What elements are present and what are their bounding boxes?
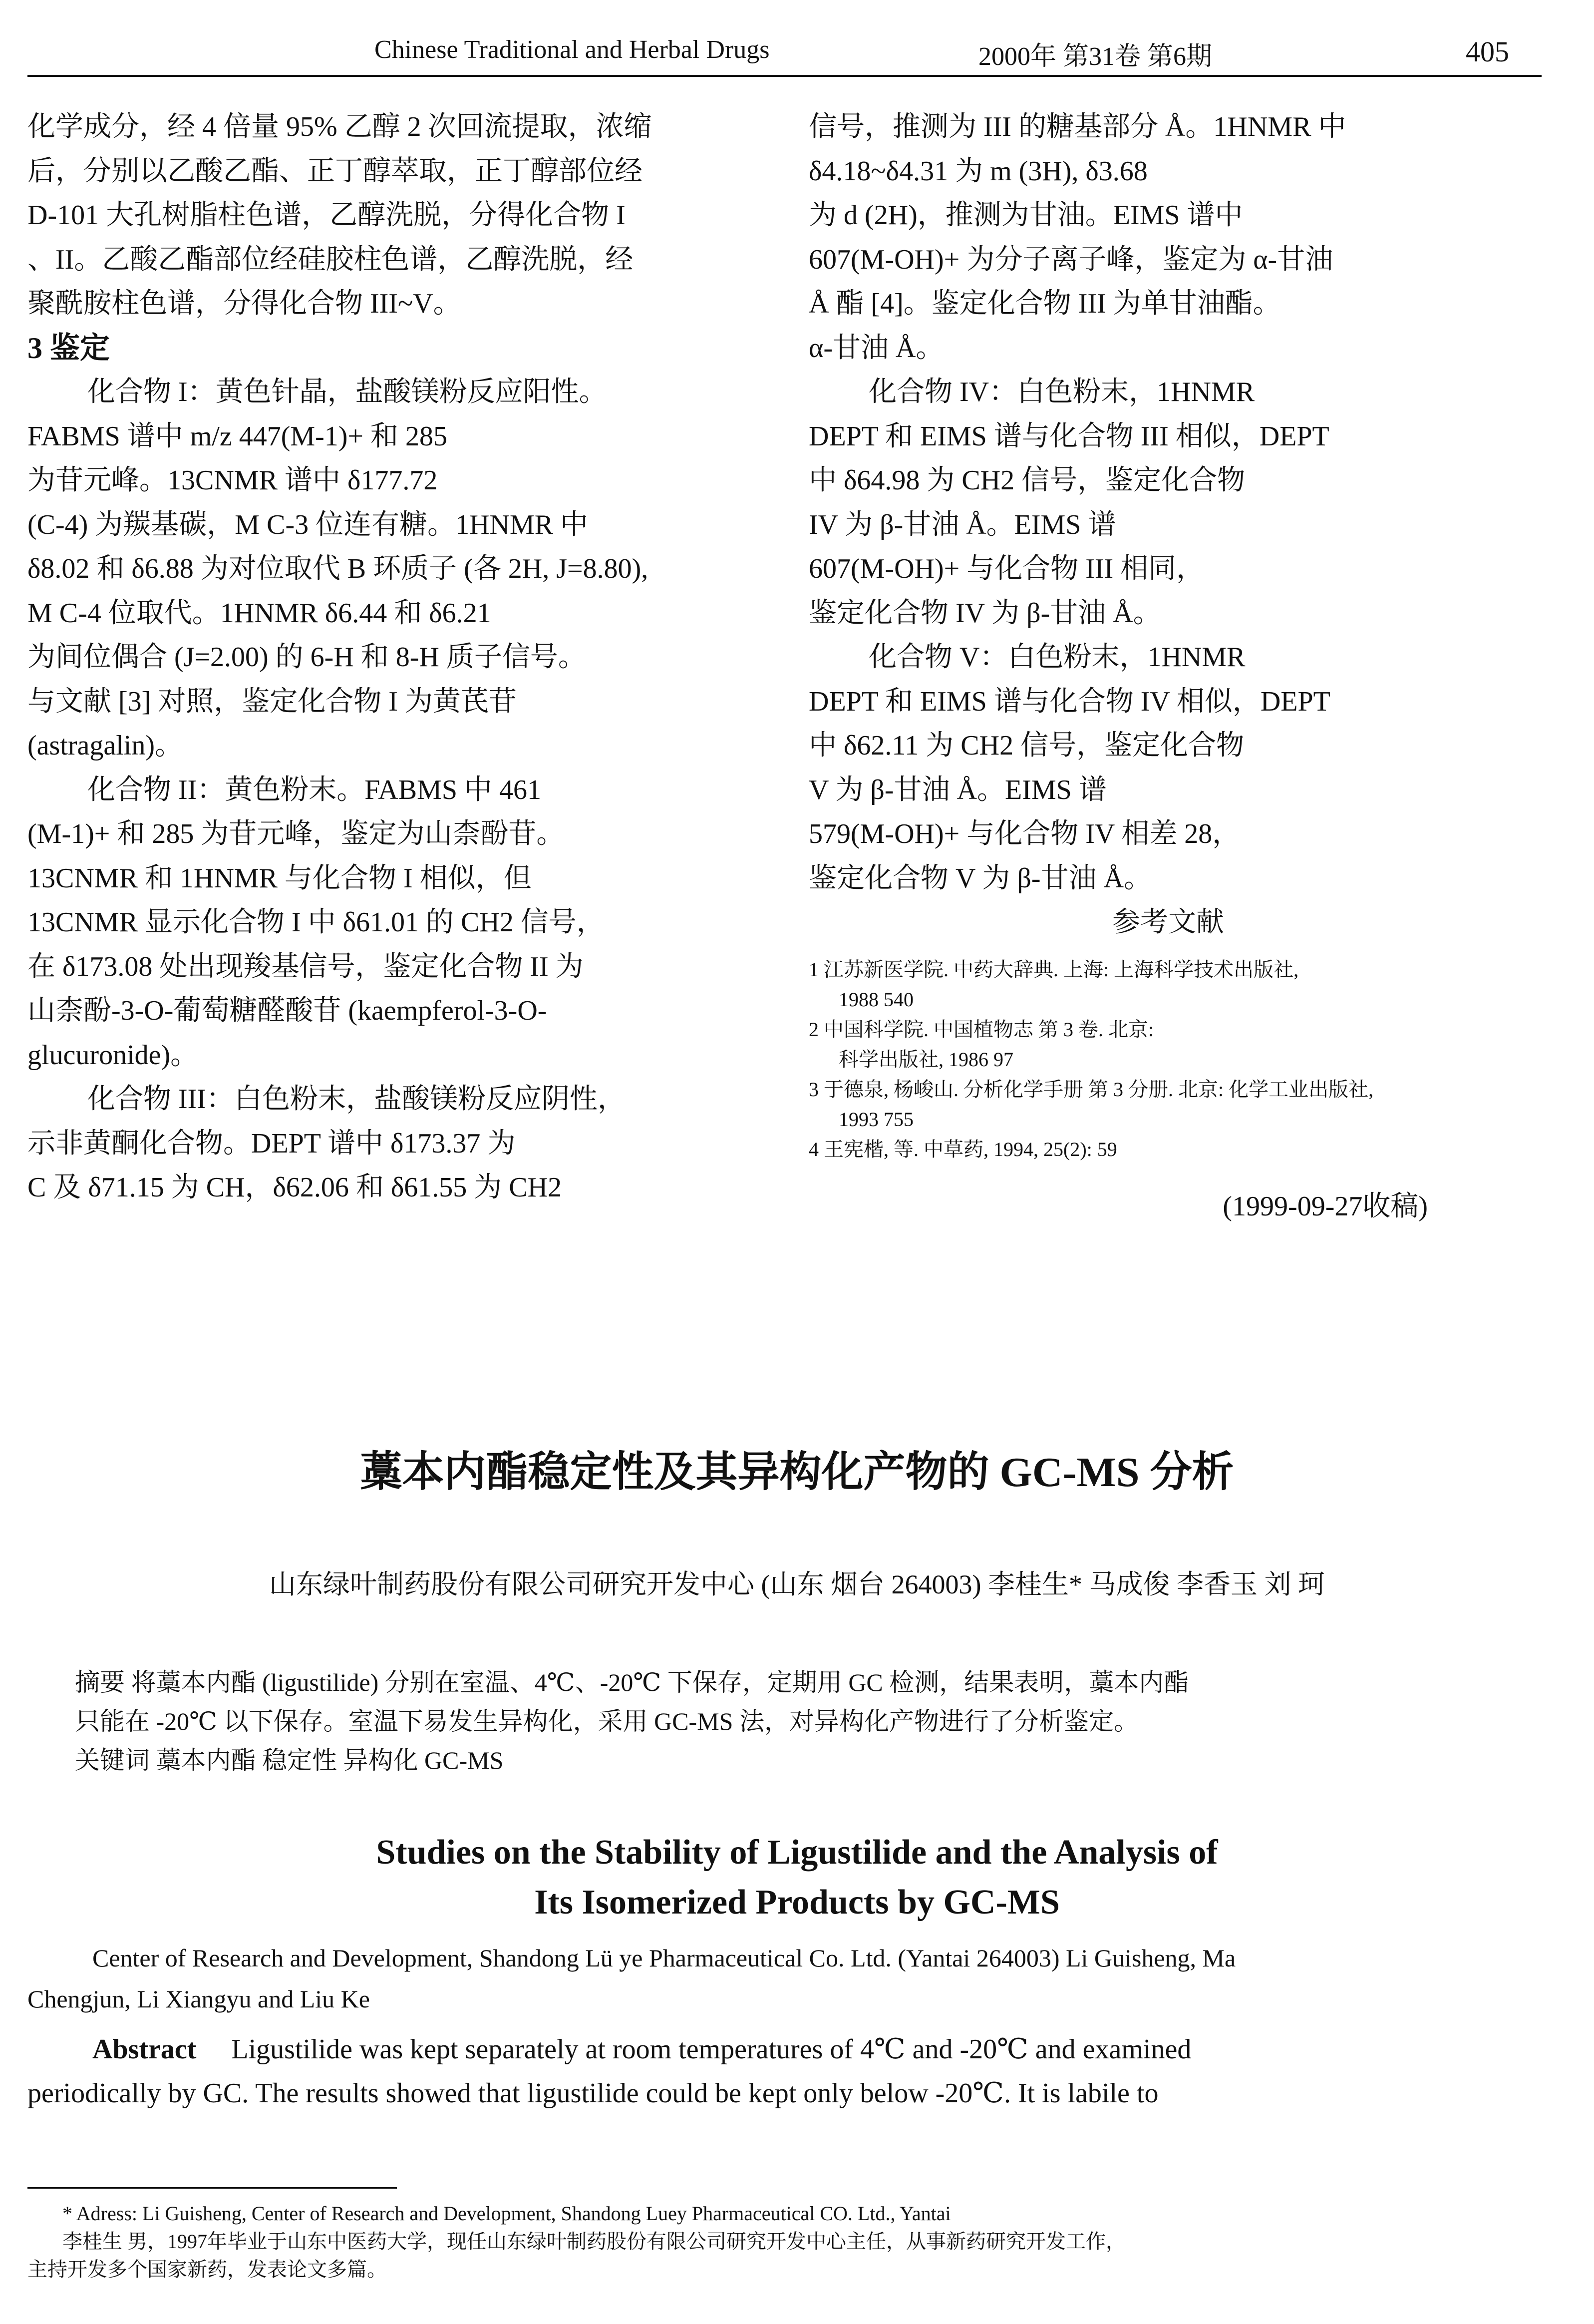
article-title-en bbox=[0, 1828, 1594, 1928]
journal-name: Chinese Traditional and Herbal Drugs bbox=[374, 35, 770, 64]
body-line: 中 δ64.98 为 CH2 信号，鉴定化合物 bbox=[809, 465, 1246, 496]
body-line: 聚酰胺柱色谱，分得化合物 III~V。 bbox=[27, 288, 461, 319]
body-line: V 为 β-甘油 Å。EIMS 谱 bbox=[809, 774, 1107, 805]
abstract-text: Ligustilide was kept separately at room temperatures of 4℃ and -20℃ and examined bbox=[231, 2034, 1192, 2065]
body-line: 鉴定化合物 IV 为 β-甘油 Å。 bbox=[809, 597, 1161, 629]
abstract-en bbox=[27, 2027, 1539, 2115]
footnote-line: 主持开发多个国家新药，发表论文多篇。 bbox=[27, 2258, 387, 2281]
issue-info: 2000年 第31卷 第6期 bbox=[978, 42, 1213, 71]
header-rule bbox=[27, 75, 1542, 77]
reference-item: 科学出版社, 1986 97 bbox=[839, 1048, 1013, 1071]
body-line: 山柰酚-3-O-葡萄糖醛酸苷 (kaempferol-3-O- bbox=[27, 995, 547, 1026]
body-line: D-101 大孔树脂柱色谱，乙醇洗脱，分得化合物 I bbox=[27, 200, 626, 231]
body-line: 579(M-OH)+ 与化合物 IV 相差 28， bbox=[809, 818, 1241, 849]
body-line: 为 d (2H)，推测为甘油。EIMS 谱中 bbox=[809, 200, 1243, 231]
reference-item: 1993 755 bbox=[839, 1108, 914, 1131]
page-number: 405 bbox=[1466, 35, 1509, 68]
right-column bbox=[809, 105, 1528, 1228]
running-header bbox=[30, 20, 1539, 75]
body-line: 为苷元峰。13CNMR 谱中 δ177.72 bbox=[27, 465, 438, 496]
body-line: 鉴定化合物 V 为 β-甘油 Å。 bbox=[809, 862, 1152, 894]
body-line: 与文献 [3] 对照，鉴定化合物 I 为黄芪苷 bbox=[27, 686, 517, 717]
body-line: DEPT 和 EIMS 谱与化合物 III 相似，DEPT bbox=[809, 420, 1329, 452]
body-line: δ8.02 和 δ6.88 为对位取代 B 环质子 (各 2H, J=8.80), bbox=[27, 553, 648, 584]
abstract-line bbox=[27, 2027, 1539, 2071]
body-line: α-甘油 Å。 bbox=[809, 332, 944, 364]
body-line: (C-4) 为羰基碳，M C-3 位连有糖。1HNMR 中 bbox=[27, 509, 589, 540]
footnote bbox=[27, 2200, 1539, 2284]
body-line: DEPT 和 EIMS 谱与化合物 IV 相似，DEPT bbox=[809, 686, 1330, 717]
body-line: (astragalin)。 bbox=[27, 730, 183, 761]
body-line: 中 δ62.11 为 CH2 信号，鉴定化合物 bbox=[809, 730, 1245, 761]
left-column bbox=[27, 105, 746, 1210]
title-line: Studies on the Stability of Ligustilide and the Analysis of bbox=[376, 1833, 1218, 1872]
body-line: 化合物 III：白色粉末，盐酸镁粉反应阴性， bbox=[87, 1084, 626, 1115]
affiliation-line: Center of Research and Development, Shandong Lü ye Pharmaceutical Co. Ltd. (Yantai 264003) Li Guisheng, Ma bbox=[92, 1944, 1236, 1972]
section-heading: 3 鉴定 bbox=[27, 331, 110, 365]
footnote-line: * Adress: Li Guisheng, Center of Research and Development, Shandong Luey Pharmaceutical CO. Ltd., Yantai bbox=[62, 2202, 951, 2225]
article-title-cn: 藁本内酯稳定性及其异构化产物的 GC-MS 分析 bbox=[360, 1449, 1234, 1496]
body-line: 化学成分，经 4 倍量 95% 乙醇 2 次回流提取，浓缩 bbox=[27, 111, 652, 142]
body-line: 607(M-OH)+ 与化合物 III 相同， bbox=[809, 553, 1205, 584]
footnote-rule bbox=[27, 2187, 397, 2189]
body-line: FABMS 谱中 m/z 447(M-1)+ 和 285 bbox=[27, 420, 448, 452]
body-line: 13CNMR 显示化合物 I 中 δ61.01 的 CH2 信号， bbox=[27, 907, 605, 938]
body-line: 示非黄酮化合物。DEPT 谱中 δ173.37 为 bbox=[27, 1128, 516, 1159]
reference-item: 1 江苏新医学院. 中药大辞典. 上海: 上海科学技术出版社, bbox=[809, 958, 1299, 981]
references bbox=[809, 955, 1528, 1164]
body-line: 信号，推测为 III 的糖基部分 Å。1HNMR 中 bbox=[809, 111, 1346, 142]
body-line: C 及 δ71.15 为 CH，δ62.06 和 δ61.55 为 CH2 bbox=[27, 1172, 562, 1203]
body-line: 化合物 V：白色粉末，1HNMR bbox=[869, 642, 1246, 673]
chinese-abstract bbox=[75, 1663, 1539, 1780]
abstract-line: 只能在 -20℃ 以下保存。室温下易发生异构化，采用 GC-MS 法，对异构化产物进行了分析鉴定。 bbox=[75, 1707, 1139, 1735]
body-line: (M-1)+ 和 285 为苷元峰，鉴定为山柰酚苷。 bbox=[27, 818, 565, 849]
abstract-line: 摘要 将藁本内酯 (ligustilide) 分别在室温、4℃、-20℃ 下保存，定期用 GC 检测，结果表明，藁本内酯 bbox=[75, 1668, 1189, 1696]
footnote-line: 李桂生 男，1997年毕业于山东中医药大学，现任山东绿叶制药股份有限公司研究开发中心主任，从事新药研究开发工作， bbox=[62, 2230, 1126, 2253]
body-line: 化合物 I：黄色针晶，盐酸镁粉反应阳性。 bbox=[87, 377, 607, 407]
abstract-line: periodically by GC. The results showed that ligustilide could be kept only below -20℃. It is labile to bbox=[27, 2078, 1159, 2109]
affiliation-line: Chengjun, Li Xiangyu and Liu Ke bbox=[27, 1985, 370, 2013]
title-line: Its Isomerized Products by GC-MS bbox=[534, 1883, 1060, 1922]
body-line: 、II。乙酸乙酯部位经硅胶柱色谱，乙醇洗脱，经 bbox=[27, 244, 634, 275]
body-line: 在 δ173.08 处出现羧基信号，鉴定化合物 II 为 bbox=[27, 951, 584, 982]
body-line: 后，分别以乙酸乙酯、正丁醇萃取，正丁醇部位经 bbox=[27, 155, 642, 187]
body-line: δ4.18~δ4.31 为 m (3H), δ3.68 bbox=[809, 155, 1148, 187]
body-line: M C-4 位取代。1HNMR δ6.44 和 δ6.21 bbox=[27, 597, 491, 629]
received-date: (1999-09-27收稿) bbox=[1223, 1190, 1428, 1222]
body-line: 化合物 IV：白色粉末，1HNMR bbox=[869, 377, 1255, 407]
references-heading: 参考文献 bbox=[1112, 907, 1224, 938]
reference-item: 1988 540 bbox=[839, 988, 914, 1011]
reference-item: 3 于德泉, 杨峻山. 分析化学手册 第 3 分册. 北京: 化学工业出版社, bbox=[809, 1078, 1374, 1101]
body-line: 化合物 II：黄色粉末。FABMS 中 461 bbox=[87, 774, 542, 805]
abstract-label: Abstract bbox=[92, 2034, 197, 2065]
authors-cn: 山东绿叶制药股份有限公司研究开发中心 (山东 烟台 264003) 李桂生* 马成俊 李香玉 刘 珂 bbox=[269, 1569, 1325, 1599]
body-line: 为间位偶合 (J=2.00) 的 6-H 和 8-H 质子信号。 bbox=[27, 642, 586, 673]
body-line: glucuronide)。 bbox=[27, 1039, 199, 1071]
affiliation-en bbox=[27, 1937, 1539, 2019]
reference-item: 4 王宪楷, 等. 中草药, 1994, 25(2): 59 bbox=[809, 1138, 1117, 1161]
body-line: 13CNMR 和 1HNMR 与化合物 I 相似，但 bbox=[27, 862, 532, 894]
keywords-line: 关键词 藁本内酯 稳定性 异构化 GC-MS bbox=[75, 1746, 504, 1774]
reference-item: 2 中国科学院. 中国植物志 第 3 卷. 北京: bbox=[809, 1018, 1154, 1041]
body-line: IV 为 β-甘油 Å。EIMS 谱 bbox=[809, 509, 1116, 540]
body-line: Å 酯 [4]。鉴定化合物 III 为单甘油酯。 bbox=[809, 288, 1281, 319]
body-line: 607(M-OH)+ 为分子离子峰，鉴定为 α-甘油 bbox=[809, 244, 1333, 275]
